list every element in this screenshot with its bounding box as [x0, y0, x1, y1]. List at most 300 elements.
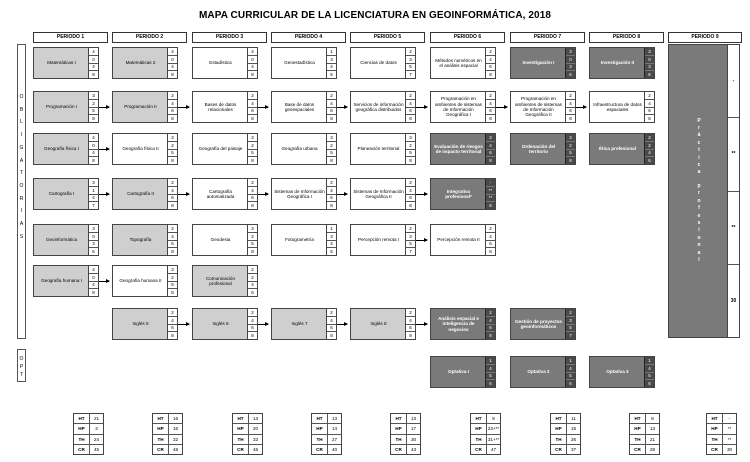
course-hours-value: 5 [406, 150, 415, 158]
course-hours-value: 5 [406, 241, 415, 249]
course-hours-value: 4 [406, 317, 415, 325]
practica-profesional-values [727, 45, 739, 337]
course-card [271, 178, 337, 210]
summary-label: TH [630, 435, 646, 444]
course-hours-value: 4 [89, 282, 98, 290]
course-card [350, 91, 416, 123]
course-hours-box [88, 48, 98, 78]
summary-label: HP [551, 424, 567, 433]
course-hours-box [644, 92, 654, 122]
summary-value: 3 [95, 426, 98, 432]
summary-row [551, 435, 580, 445]
course-hours-value: 8 [648, 116, 651, 122]
course-hours-value: 2 [248, 266, 257, 274]
summary-label: HP [233, 424, 249, 433]
summary-row [707, 435, 736, 445]
course-card [271, 224, 337, 256]
course-hours-value: 7 [569, 333, 572, 339]
course-card [430, 91, 496, 123]
course-hours-value: 4 [89, 266, 98, 274]
course-hours-value: 6 [486, 64, 495, 72]
course-hours-value: 3 [89, 225, 98, 233]
summary-row [630, 445, 659, 454]
summary-value: 8 [651, 416, 654, 422]
prerequisite-arrow [99, 107, 109, 108]
prerequisite-arrow [337, 194, 347, 195]
course-hours-value: 4 [566, 100, 575, 108]
course-hours-value: 4 [168, 64, 177, 72]
course-hours-value: 8 [171, 158, 174, 164]
course-hours-value: 2 [168, 142, 177, 150]
course-hours-value: 0 [566, 56, 575, 64]
course-hours-value: 5 [168, 150, 177, 158]
side-letter: B [19, 106, 24, 113]
summary-value: 40 [331, 446, 338, 452]
course-hours-value: 4 [645, 365, 654, 373]
course-card [350, 47, 416, 79]
course-card [192, 91, 258, 123]
course-hours-value: 2 [645, 92, 654, 100]
course-name: Inglés 7 [291, 321, 308, 327]
summary-value: 46 [252, 446, 259, 452]
summary-label: HP [630, 424, 646, 433]
course-hours-value: 4 [248, 282, 257, 290]
period-header: PERIODO 5 [350, 32, 425, 43]
p9-value: ** [728, 192, 739, 265]
summary-row [551, 445, 580, 454]
course-card [430, 133, 496, 165]
course-card [192, 178, 258, 210]
course-card [112, 91, 178, 123]
course-hours-value: 4 [327, 100, 336, 108]
summary-label: HT [630, 414, 646, 423]
course-hours-value: 6 [486, 108, 495, 116]
summary-value: 21 [93, 416, 100, 422]
summary-row [551, 424, 580, 434]
summary-value: ** [727, 436, 732, 442]
course-hours-box [485, 48, 495, 78]
course-hours-value: 6 [486, 325, 495, 333]
course-hours-value: 3 [89, 179, 98, 187]
course-hours-value: 8 [92, 290, 95, 296]
prerequisite-arrow [99, 194, 109, 195]
period-header: PERIODO 7 [510, 32, 585, 43]
course-hours-value: 8 [171, 290, 174, 296]
summary-row [707, 445, 736, 454]
course-name: Análisis espacial e inteligencia de negocios [438, 315, 479, 332]
course-hours-box [88, 92, 98, 122]
summary-value: 13 [649, 426, 656, 432]
summary-row [233, 414, 262, 424]
summary-row [630, 424, 659, 434]
prerequisite-arrow [416, 194, 427, 195]
summary-label: TH [551, 435, 567, 444]
course-hours-value: 8 [251, 72, 254, 78]
course-hours-value: 2 [168, 309, 177, 317]
course-hours-value: 6 [569, 72, 572, 78]
summary-row [74, 424, 103, 434]
course-name: Optativa 2 [527, 369, 550, 375]
course-card [112, 308, 178, 340]
course-hours-value: 1 [89, 187, 98, 195]
summary-label: CR [153, 445, 169, 454]
p9-letter: n [697, 242, 701, 249]
p9-letter: a [697, 249, 701, 256]
prerequisite-arrow [416, 324, 427, 325]
course-hours-value: 6 [327, 195, 336, 203]
course-hours-value: 3 [566, 317, 575, 325]
course-hours-value: - [486, 179, 495, 187]
course-name: Geoinformática [45, 237, 78, 243]
course-hours-value: 4 [486, 142, 495, 150]
summary-row [312, 424, 341, 434]
course-hours-box [405, 179, 415, 209]
course-hours-box [167, 134, 177, 164]
course-hours-box [644, 357, 654, 387]
summary-label: HT [707, 414, 723, 423]
prerequisite-arrow [99, 281, 109, 282]
course-card [271, 47, 337, 79]
course-name: Ciencias de datos [360, 60, 397, 66]
course-hours-value: 3 [566, 64, 575, 72]
course-hours-box [247, 266, 257, 296]
course-hours-value: 8 [92, 158, 95, 164]
course-hours-value: 2 [248, 179, 257, 187]
summary-value: 14 [331, 426, 338, 432]
course-hours-value: 4 [406, 100, 415, 108]
course-hours-box [405, 309, 415, 339]
course-card [350, 308, 416, 340]
summary-label: HP [312, 424, 328, 433]
course-card [510, 91, 576, 123]
course-hours-box [405, 92, 415, 122]
course-name: Cartografía I [48, 191, 75, 197]
optativas-side-label [17, 349, 26, 382]
course-hours-value: 2 [248, 142, 257, 150]
course-name: Ordenación del territorio [521, 143, 556, 154]
course-hours-value: 8 [251, 116, 254, 122]
summary-label: HT [312, 414, 328, 423]
summary-label: TH [153, 435, 169, 444]
course-hours-value: ** [486, 187, 495, 195]
summary-value: 13 [331, 416, 338, 422]
course-card [192, 308, 258, 340]
summary-label: CR [551, 445, 567, 454]
course-hours-value: 3 [327, 56, 336, 64]
summary-row [312, 435, 341, 445]
side-letter: O [19, 356, 24, 362]
course-hours-box [565, 48, 575, 78]
period-header: PERIODO 2 [112, 32, 187, 43]
p9-value: - [728, 45, 739, 118]
period-summary-table [73, 413, 104, 455]
course-name: Estadística [209, 60, 232, 66]
p9-letter: s [697, 219, 701, 226]
course-hours-value: 8 [330, 203, 333, 209]
course-hours-value: 4 [248, 100, 257, 108]
course-card [430, 356, 496, 388]
course-hours-value: 0 [168, 56, 177, 64]
course-hours-value: 2 [168, 274, 177, 282]
summary-label: TH [312, 435, 328, 444]
course-hours-value: 4 [89, 150, 98, 158]
course-hours-value: 2 [248, 92, 257, 100]
p9-letter: p [697, 182, 701, 189]
course-name: Métodos numéricos en el análisis espacial [435, 57, 482, 68]
course-hours-value: 3 [89, 241, 98, 249]
summary-value: ** [727, 426, 732, 432]
course-hours-box [485, 134, 495, 164]
course-hours-box [88, 179, 98, 209]
course-hours-box [167, 48, 177, 78]
course-hours-value: 6 [327, 325, 336, 333]
course-hours-box [247, 92, 257, 122]
period-summary-table [152, 413, 183, 455]
course-hours-value: 4 [327, 317, 336, 325]
summary-value: 48 [172, 446, 179, 452]
summary-label: CR [312, 445, 328, 454]
summary-value: 27 [331, 436, 338, 442]
p9-letter: f [698, 205, 700, 212]
course-card [430, 308, 496, 340]
period-summary-table [706, 413, 737, 455]
course-hours-box [167, 179, 177, 209]
side-letter: L [20, 119, 23, 126]
course-hours-value: 2 [406, 48, 415, 56]
prerequisite-arrow [337, 324, 347, 325]
course-hours-value: 6 [566, 108, 575, 116]
prerequisite-arrow [99, 149, 109, 150]
p9-value: ** [728, 118, 739, 191]
p9-letter: r [698, 125, 700, 132]
summary-row [233, 435, 262, 445]
summary-value: 33 [252, 436, 259, 442]
course-hours-box [167, 309, 177, 339]
course-hours-value: 8 [489, 249, 492, 255]
course-name: Geografía humana II [119, 278, 162, 284]
course-card [33, 47, 99, 79]
course-card [430, 178, 496, 210]
course-hours-value: 2 [566, 92, 575, 100]
course-hours-box [405, 225, 415, 255]
course-name: Integrativa profesional* [445, 188, 472, 199]
course-hours-value: 0 [645, 56, 654, 64]
course-hours-value: 5 [330, 249, 333, 255]
period-header: PERIODO 3 [192, 32, 267, 43]
course-hours-value: 3 [645, 64, 654, 72]
course-hours-value: 3 [248, 134, 257, 142]
course-hours-value: 4 [168, 187, 177, 195]
summary-label: HT [74, 414, 90, 423]
period-header: PERIODO 4 [271, 32, 346, 43]
p9-value: 30 [730, 297, 737, 304]
course-hours-box [485, 357, 495, 387]
course-hours-value: 2 [327, 179, 336, 187]
course-hours-value: 6 [92, 249, 95, 255]
summary-value: 21 [649, 436, 656, 442]
course-hours-value: 8 [251, 333, 254, 339]
summary-row [391, 414, 420, 424]
course-hours-value: 4 [168, 100, 177, 108]
period-summary-table [390, 413, 421, 455]
course-hours-value: 6 [648, 381, 651, 387]
course-hours-value: 8 [171, 72, 174, 78]
course-name: Geografía humana I [41, 278, 82, 284]
course-hours-box [167, 266, 177, 296]
course-hours-value: 5 [248, 150, 257, 158]
prerequisite-arrow [258, 324, 268, 325]
p9-letter: l [698, 256, 700, 263]
course-hours-value: 4 [327, 187, 336, 195]
course-hours-box [88, 225, 98, 255]
practica-profesional [668, 44, 740, 338]
course-hours-value: 2 [168, 179, 177, 187]
course-card [112, 265, 178, 297]
course-card [430, 47, 496, 79]
summary-value: 29 [649, 446, 656, 452]
course-hours-box [167, 225, 177, 255]
course-hours-value: 4 [327, 64, 336, 72]
course-hours-value: 4 [168, 317, 177, 325]
course-name: Gestión de proyectos geoinformáticos [515, 318, 562, 329]
side-letter: R [19, 195, 24, 202]
course-hours-value: 8 [330, 158, 333, 164]
prerequisite-arrow [337, 107, 347, 108]
course-name: Optativa I [448, 369, 469, 375]
course-hours-value: 2 [168, 92, 177, 100]
course-card [271, 91, 337, 123]
p9-letter: r [698, 190, 700, 197]
prerequisite-arrow [178, 324, 189, 325]
p9-letter: i [698, 154, 700, 161]
summary-value: 8 [492, 416, 495, 422]
side-letter: O [19, 94, 24, 100]
side-letter: I [20, 208, 23, 215]
course-hours-value: 2 [248, 309, 257, 317]
course-hours-value: 0 [248, 56, 257, 64]
course-hours-value: 2 [406, 309, 415, 317]
course-card [33, 265, 99, 297]
period-header: PERIODO 1 [33, 32, 108, 43]
course-card [510, 356, 576, 388]
course-hours-box [485, 225, 495, 255]
summary-row [233, 424, 262, 434]
course-card [350, 133, 416, 165]
course-hours-value: 1 [327, 48, 336, 56]
period-summary-table [470, 413, 501, 455]
course-hours-value: 8 [171, 203, 174, 209]
course-hours-value: 4 [248, 317, 257, 325]
summary-row [74, 445, 103, 454]
course-hours-value: 4 [89, 48, 98, 56]
course-hours-value: 8 [251, 203, 254, 209]
course-hours-box [565, 134, 575, 164]
course-hours-value: 8 [489, 116, 492, 122]
course-hours-value: 1 [486, 357, 495, 365]
summary-label: HP [707, 424, 723, 433]
course-hours-value: 2 [486, 309, 495, 317]
summary-value: 32 [172, 436, 179, 442]
p9-letter: a [697, 169, 701, 176]
summary-value: 13 [410, 416, 417, 422]
course-name: Infraestructura de datos espaciales [593, 101, 642, 112]
course-hours-value: 5 [89, 108, 98, 116]
course-hours-value: 8 [330, 333, 333, 339]
summary-row [630, 435, 659, 445]
course-hours-value: 2 [406, 142, 415, 150]
summary-label: HP [471, 424, 487, 433]
course-card [589, 91, 655, 123]
course-hours-box [247, 309, 257, 339]
period-header: PERIODO 8 [589, 32, 664, 43]
course-hours-value: 8 [569, 158, 572, 164]
course-hours-value: 3 [566, 48, 575, 56]
summary-row [471, 445, 500, 454]
summary-row [312, 445, 341, 454]
course-hours-value: 8 [171, 333, 174, 339]
summary-value: 30 [410, 436, 417, 442]
course-hours-value: 8 [489, 72, 492, 78]
prerequisite-arrow [496, 107, 507, 108]
practica-profesional-label [669, 45, 729, 337]
course-hours-value: 2 [566, 142, 575, 150]
summary-label: HP [153, 424, 169, 433]
summary-row [153, 414, 182, 424]
course-card [350, 224, 416, 256]
course-hours-value: 6 [486, 150, 495, 158]
summary-label: HT [471, 414, 487, 423]
course-hours-value: 3 [248, 225, 257, 233]
course-hours-value: 8 [489, 333, 492, 339]
course-hours-box [485, 92, 495, 122]
course-hours-box [644, 48, 654, 78]
course-hours-value: 4 [168, 233, 177, 241]
course-hours-box [485, 179, 495, 209]
summary-label: HT [391, 414, 407, 423]
side-letter: G [19, 144, 24, 151]
course-hours-value: 8 [330, 116, 333, 122]
summary-value: 31+** [487, 436, 500, 442]
course-hours-value: 6 [248, 108, 257, 116]
course-hours-value: 6 [645, 108, 654, 116]
course-hours-value: 4 [248, 187, 257, 195]
course-hours-value: 6 [168, 241, 177, 249]
course-name: Topografía [129, 237, 152, 243]
course-hours-value: 6 [489, 381, 492, 387]
course-hours-value: 0 [89, 56, 98, 64]
course-name: Geografía urbana [281, 146, 318, 152]
course-name: Geografía física II [122, 146, 159, 152]
course-hours-box [565, 309, 575, 339]
course-hours-value: 3 [406, 56, 415, 64]
period-summary-table [629, 413, 660, 455]
course-hours-box [644, 134, 654, 164]
prerequisite-arrow [258, 194, 268, 195]
summary-row [233, 445, 262, 454]
summary-label: TH [471, 435, 487, 444]
course-hours-value: 3 [168, 266, 177, 274]
course-hours-value: 6 [406, 325, 415, 333]
summary-value: 15 [570, 426, 577, 432]
side-letter: T [19, 170, 24, 177]
summary-label: HP [74, 424, 90, 433]
side-letter: A [19, 157, 24, 164]
course-hours-value: 6 [406, 108, 415, 116]
course-hours-box [405, 48, 415, 78]
prerequisite-arrow [178, 107, 189, 108]
period-summary-table [550, 413, 581, 455]
course-hours-value: 5 [248, 241, 257, 249]
